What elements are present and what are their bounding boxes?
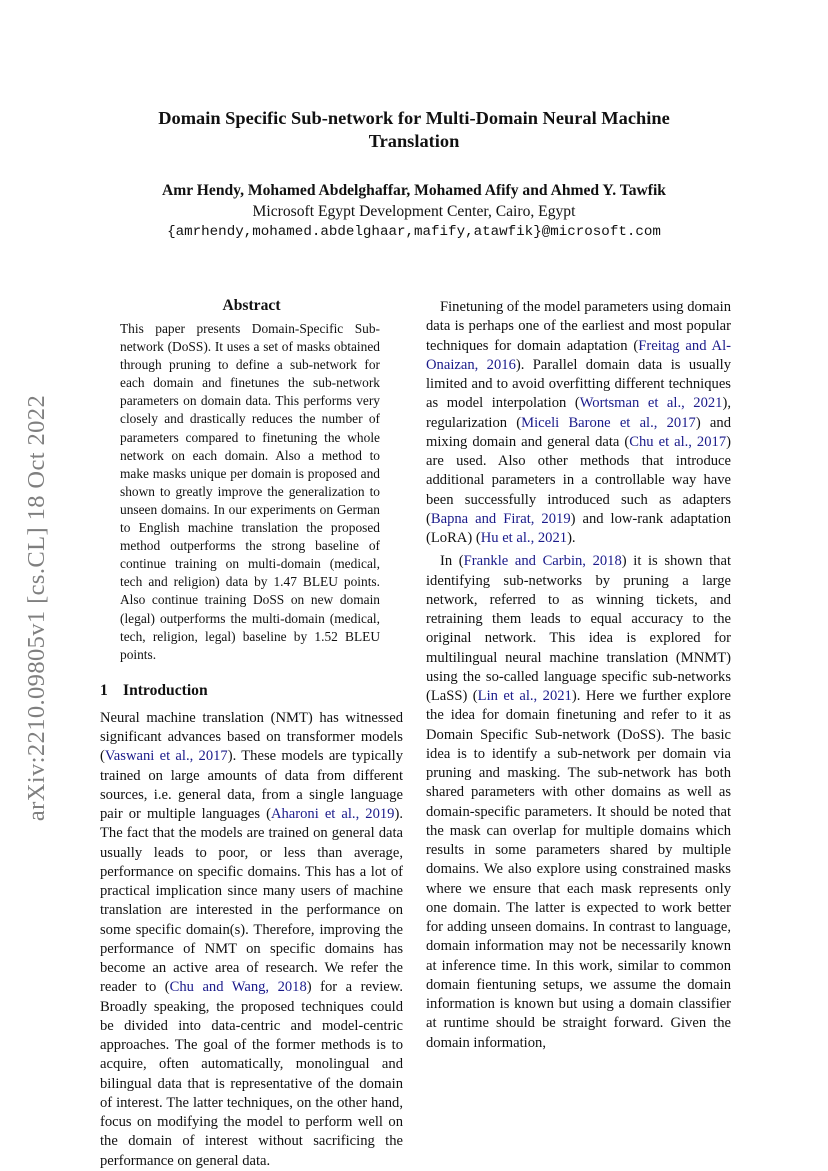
abstract-text: This paper presents Domain-Specific Sub-network (DoSS). It uses a set of masks obtained through pruning to define a sub-network for each domain and finetunes the sub-network parameters on domain data. This performs very closely and drastically reduces the number of parameters compared to finetuning the whole network on each domain. Also a method to make masks unique per domain is proposed and shown to greatly improve the generalization to unseen domains. In our experiments on German to English machine translation the proposed method outperforms the strong baseline of continue training on multi-domain (medical, tech and religion) data by 1.47 BLEU points. Also continue training DoSS on new domain (legal) outperforms the multi-domain (medical, tech, religion, legal) baseline by 1.52 BLEU points.	[120, 321, 380, 662]
paragraph-text: ) and mixing domain and general data (	[426, 414, 731, 450]
abstract-heading: Abstract	[222, 297, 281, 314]
affiliation: Microsoft Egypt Development Center, Cairo, Egypt	[252, 203, 576, 220]
paragraph-text: ). These models are typically trained on large amounts of data from different sources, i.e. general data, from a single language pair or multiple languages (	[100, 748, 403, 823]
right-column	[426, 298, 731, 1053]
paragraph-text: ) are used. Also other methods that introduce additional parameters in a controllable way have been successfully introduced such as adapters (	[426, 433, 731, 527]
intro-paragraph-1	[100, 709, 403, 1171]
citation-link[interactable]: Chu et al., 2017	[629, 433, 727, 450]
citation-link[interactable]: Aharoni et al., 2019	[270, 806, 395, 823]
title-line-2: Translation	[368, 131, 460, 151]
paragraph-text: ). Parallel domain data is usually limited and to avoid overfitting different techniques as model interpolation (	[426, 356, 731, 412]
citation-link[interactable]: Vaswani et al., 2017	[104, 748, 228, 765]
paragraph-text: ) for a review. Broadly speaking, the proposed techniques could be divided into data-centric and model-centric approaches. The goal of the former methods is to acquire, often automatically, monolingual and bilingual data that is representative of the domain of interest. The latter techniques, on the other hand, focus on modifying the model to perform well on the domain of interest without sacrificing the performance on general data.	[100, 979, 403, 1169]
paragraph-text: ) it is shown that identifying sub-networks by pruning a large network, referred to as winning tickets, and retraining them leads to equal accuracy to the original network. This idea is explored for multilingual neural machine translation (MNMT) using the so-called language specific sub-networks (LaSS) (	[426, 553, 731, 704]
paragraph-text: Finetuning of the model parameters using domain data is perhaps one of the earliest and most popular techniques for domain adaptation (	[426, 299, 732, 354]
citation-link[interactable]: Chu and Wang, 2018	[169, 979, 307, 996]
paragraph-text: ).	[567, 530, 576, 546]
citation-link[interactable]: Lin et al., 2021	[477, 688, 572, 704]
arxiv-identifier	[22, 368, 52, 848]
arxiv-identifier-text: arXiv:2210.09805v1 [cs.CL] 18 Oct 2022	[23, 394, 50, 822]
citation-link[interactable]: Miceli Barone et al., 2017	[521, 414, 696, 431]
paragraph-text: ) and low-rank adaptation (LoRA) (	[426, 510, 732, 546]
paragraph-text: In (	[440, 553, 464, 570]
paragraph-text: Neural machine translation (NMT) has witnessed significant advances based on transformer models (	[100, 709, 403, 765]
section-number: 1	[100, 681, 108, 699]
citation-link[interactable]: Wortsman et al., 2021	[579, 395, 723, 412]
left-column	[100, 296, 403, 1171]
section-title: Introduction	[123, 681, 208, 699]
author-list: Amr Hendy, Mohamed Abdelghaffar, Mohamed Afify and Ahmed Y. Tawfik	[162, 182, 666, 199]
citation-link[interactable]: Freitag and Al-Onaizan, 2016	[426, 337, 732, 373]
author-emails: {amrhendy,mohamed.abdelghaar,mafify,atawfik}@microsoft.com	[167, 224, 661, 240]
citation-link[interactable]: Bapna and Firat, 2019	[430, 510, 571, 527]
citation-link[interactable]: Frankle and Carbin, 2018	[463, 553, 622, 570]
intro-paragraph-3	[426, 552, 731, 1053]
title-line-1: Domain Specific Sub-network for Multi-Domain Neural Machine	[158, 108, 670, 128]
intro-paragraph-2	[426, 298, 731, 548]
section-heading-introduction	[100, 681, 403, 701]
paragraph-text: ). The fact that the models are trained on general data usually leads to poor, or less than average, performance on specific domains. This has a lot of practical implication since many users of machine translation are interested in the performance on some specific domain(s). Therefore, improving the performance of NMT on specific domains has become an active area of research. We refer the reader to (	[100, 806, 403, 996]
paragraph-text: ), regularization (	[426, 395, 731, 431]
citation-link[interactable]: Hu et al., 2021	[480, 530, 568, 546]
paper-title	[100, 107, 728, 153]
paragraph-text: ). Here we further explore the idea for domain finetuning and refer to it as Domain Specific Sub-network (DoSS). The basic idea is to identify a sub-network per domain via pruning and masking. The sub-network has both shared parameters with other domains as well as domain-specific parameters. It should be noted that the mask can overlap for multiple domains which results in some parameters shared by multiple domains. We also explore using constrained masks where we ensure that each mask represents only one domain. The latter is expected to work better for adding unseen domains. In contrast to language, domain information may not be necessarily known at inference time. In this work, similar to common domain fientuning setups, we assume the domain information is known but using a domain classifier at runtime should be straight forward. Given the domain information,	[426, 688, 732, 1051]
